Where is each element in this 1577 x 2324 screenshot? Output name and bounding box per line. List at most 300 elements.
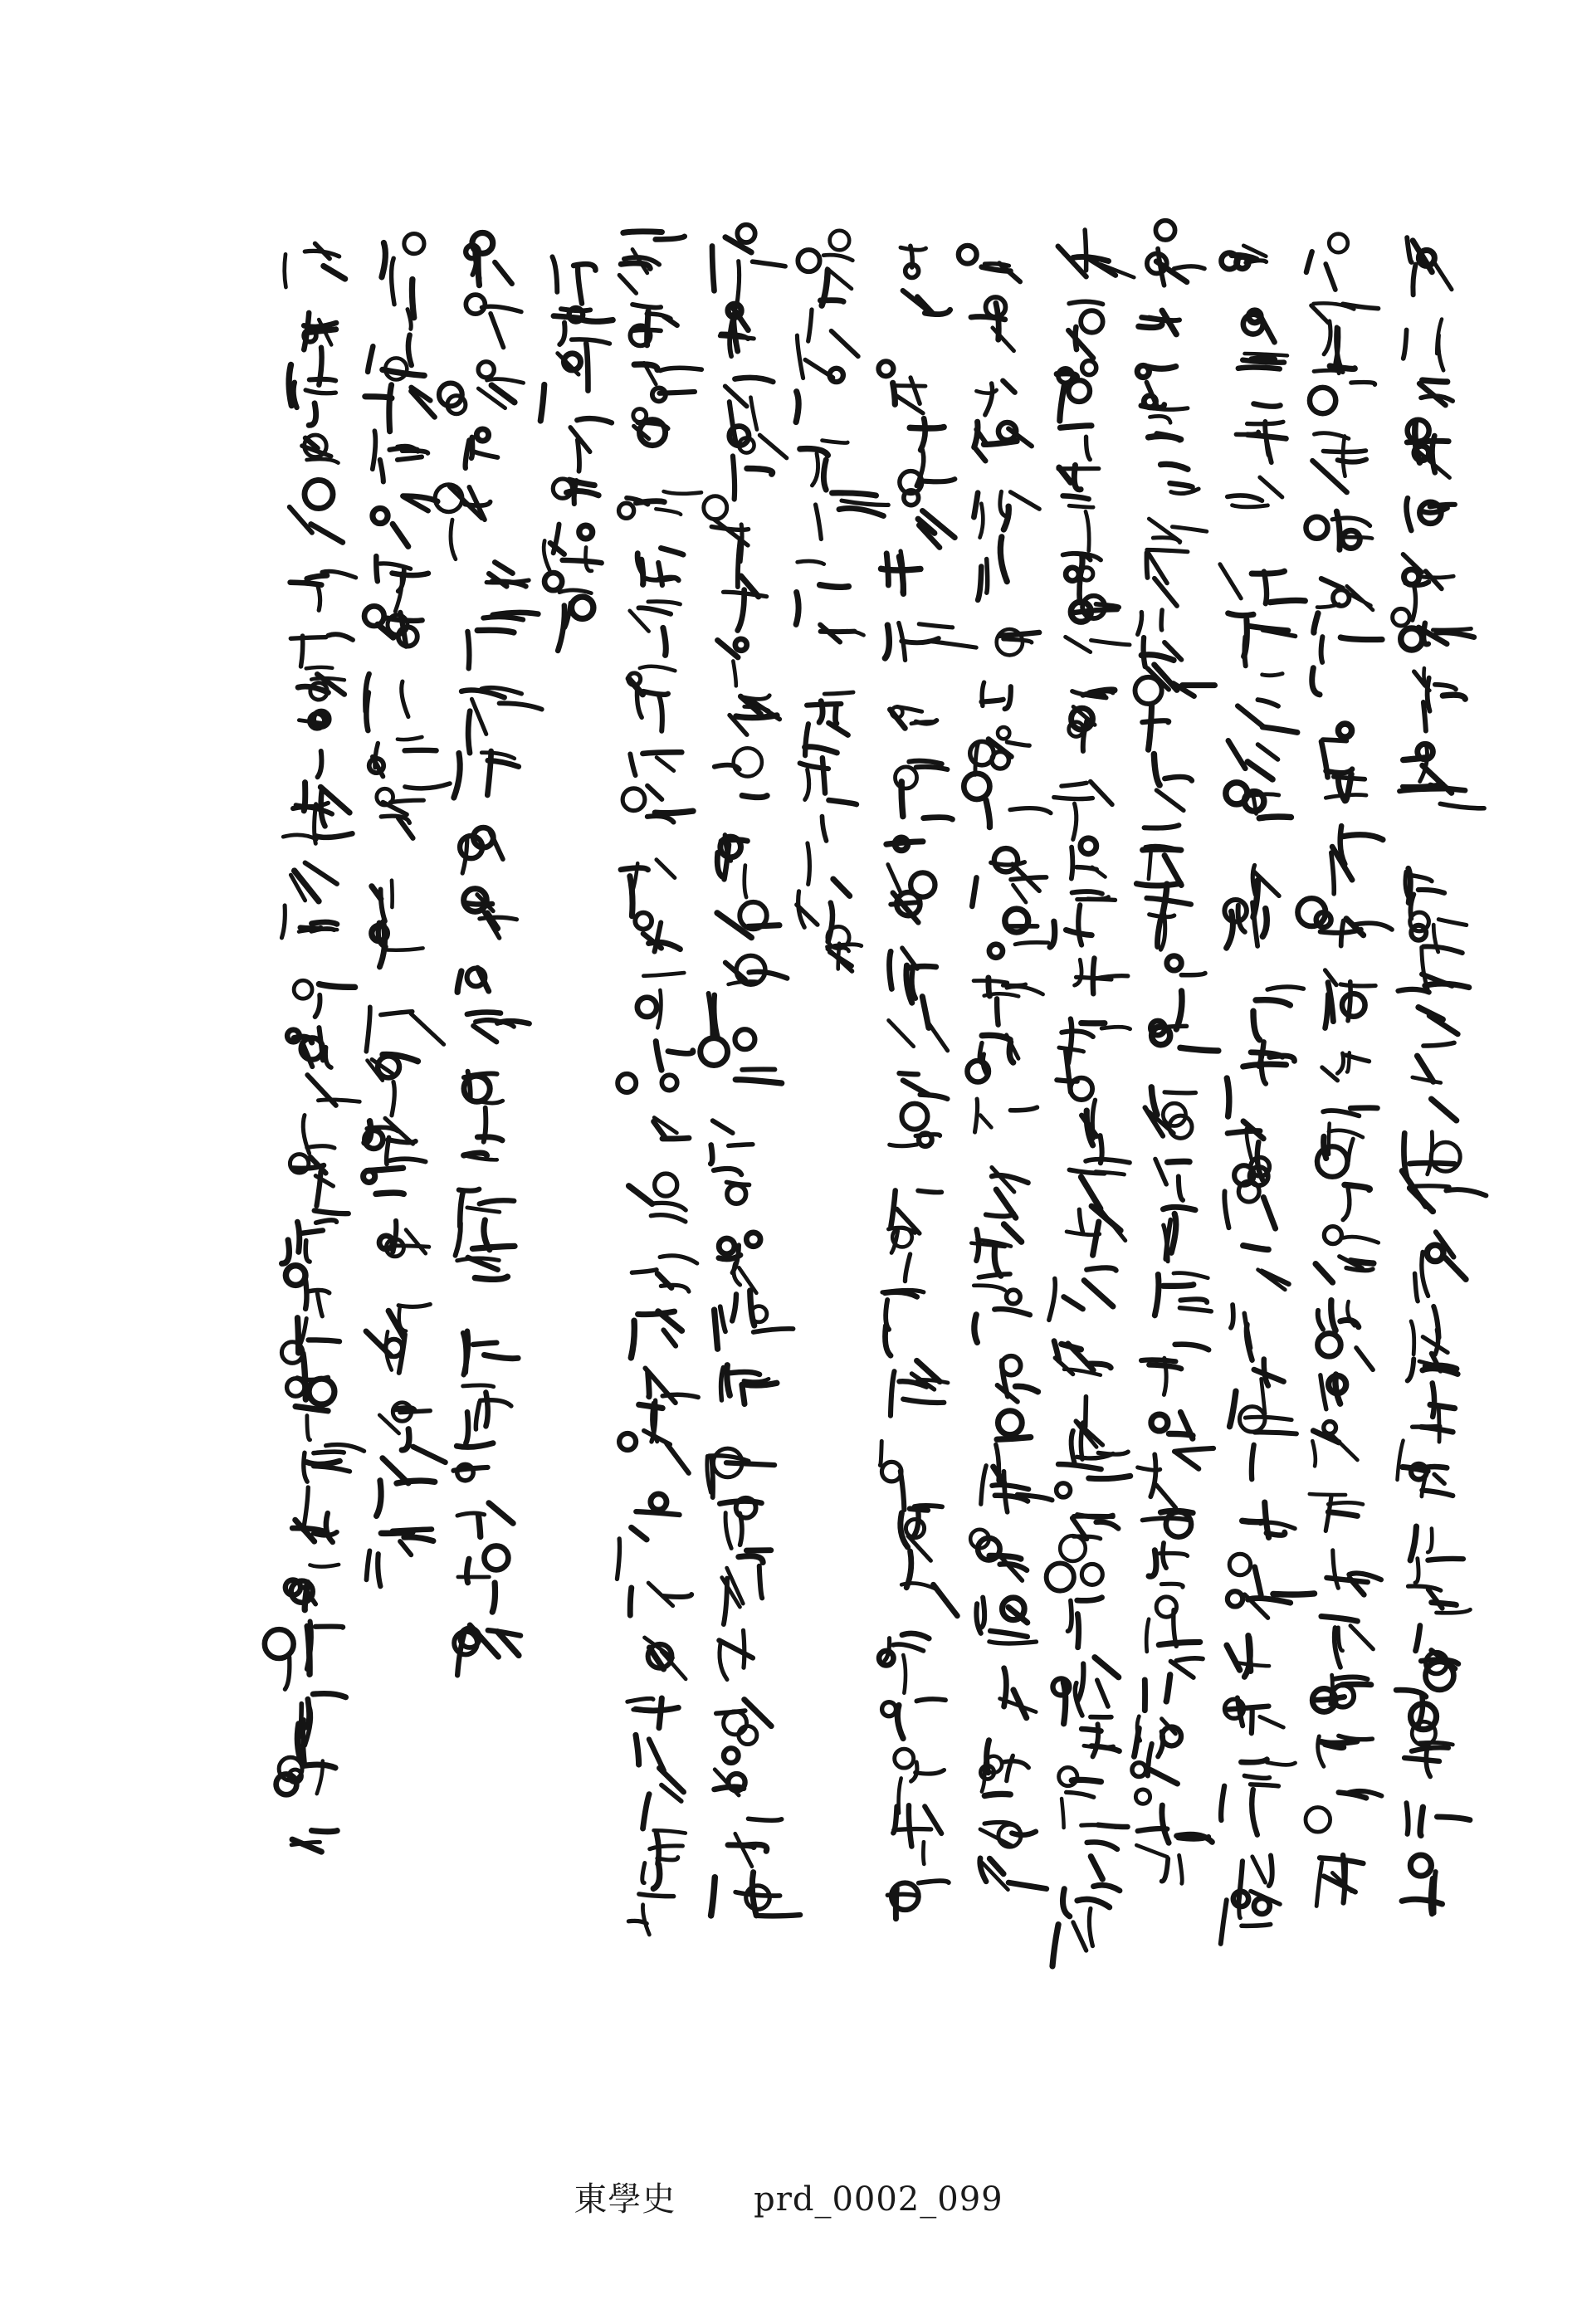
- handwritten-glyph: [630, 602, 681, 656]
- handwritten-glyph: [286, 1266, 329, 1316]
- handwritten-glyph: [1399, 974, 1469, 1034]
- handwritten-glyph: [289, 364, 335, 425]
- handwritten-glyph: [1411, 1306, 1448, 1355]
- handwritten-glyph: [1054, 1341, 1111, 1375]
- handwritten-glyph: [1404, 319, 1443, 370]
- handwritten-glyph: [978, 537, 1007, 600]
- handwritten-glyph: [290, 480, 343, 542]
- handwritten-glyph: [1322, 1052, 1370, 1080]
- handwritten-glyph: [372, 922, 423, 967]
- handwritten-glyph: [453, 1443, 493, 1481]
- handwritten-glyph: [1331, 826, 1383, 894]
- handwritten-glyph: [974, 978, 1043, 1025]
- handwritten-glyph: [622, 786, 693, 823]
- handwritten-glyph: [291, 1830, 337, 1852]
- handwritten-glyph: [1161, 464, 1199, 493]
- handwritten-glyph: [463, 1331, 518, 1375]
- handwritten-glyph: [1239, 1407, 1296, 1480]
- handwritten-glyph: [719, 1233, 760, 1293]
- handwritten-glyph: [283, 833, 352, 901]
- handwritten-glyph: [1060, 1515, 1118, 1561]
- manuscript-column: [1220, 246, 1315, 1944]
- handwritten-glyph: [974, 422, 1032, 461]
- handwritten-glyph: [618, 1042, 693, 1092]
- handwritten-glyph: [1326, 1550, 1381, 1594]
- handwritten-glyph: [1000, 1668, 1037, 1718]
- handwritten-glyph: [1142, 1511, 1193, 1576]
- handwritten-glyph: [282, 1211, 349, 1264]
- handwritten-glyph: [980, 1794, 1036, 1847]
- handwritten-glyph: [439, 362, 524, 414]
- handwritten-glyph: [885, 623, 976, 661]
- handwritten-glyph: [728, 1819, 782, 1867]
- handwritten-glyph: [1316, 1227, 1379, 1282]
- handwritten-glyph: [1222, 246, 1267, 269]
- handwritten-glyph: [365, 358, 435, 431]
- handwritten-glyph: [302, 435, 339, 463]
- handwritten-glyph: [287, 1028, 331, 1067]
- handwritten-glyph: [964, 774, 1051, 828]
- handwritten-glyph: [723, 576, 766, 631]
- handwritten-glyph: [1236, 403, 1286, 462]
- handwritten-glyph: [1243, 310, 1275, 342]
- handwritten-glyph: [981, 1466, 1052, 1512]
- handwritten-glyph: [304, 313, 336, 385]
- handwritten-glyph: [1145, 1087, 1196, 1138]
- handwritten-glyph: [1238, 674, 1282, 727]
- handwritten-glyph: [1318, 1736, 1373, 1766]
- handwritten-glyph: [797, 300, 857, 378]
- handwritten-glyph: [1326, 970, 1376, 1028]
- handwritten-glyph: [1415, 1232, 1467, 1301]
- handwritten-glyph: [974, 1099, 1037, 1132]
- handwritten-glyph: [1047, 1563, 1103, 1647]
- handwritten-glyph: [435, 485, 491, 559]
- handwritten-glyph: [653, 1117, 689, 1139]
- handwritten-glyph: [1136, 883, 1190, 950]
- handwritten-glyph: [1393, 608, 1474, 650]
- handwritten-glyph: [466, 295, 521, 347]
- handwritten-glyph: [303, 1445, 364, 1531]
- handwritten-glyph: [457, 1246, 515, 1279]
- handwritten-glyph: [997, 629, 1039, 655]
- handwritten-glyph: [1407, 1803, 1470, 1835]
- handwritten-glyph: [1228, 477, 1282, 507]
- handwritten-glyph: [1081, 1717, 1119, 1757]
- handwritten-glyph: [800, 441, 847, 490]
- handwritten-glyph: [707, 1448, 774, 1497]
- handwritten-glyph: [980, 1858, 1047, 1890]
- handwritten-glyph: [637, 548, 683, 585]
- handwritten-glyph: [1221, 1760, 1295, 1835]
- handwritten-glyph: [1147, 221, 1204, 286]
- handwritten-glyph: [1141, 396, 1188, 440]
- handwritten-glyph: [627, 1698, 678, 1770]
- handwritten-glyph: [1396, 1650, 1458, 1726]
- handwritten-glyph: [1314, 579, 1373, 632]
- handwritten-glyph: [1253, 987, 1303, 1040]
- handwritten-glyph: [540, 339, 609, 421]
- handwritten-glyph: [1306, 234, 1348, 290]
- handwritten-glyph: [1399, 784, 1484, 808]
- handwritten-glyph: [454, 1625, 520, 1675]
- handwritten-glyph: [717, 639, 746, 686]
- handwritten-glyph: [553, 479, 598, 504]
- handwritten-glyph: [619, 491, 701, 518]
- handwritten-glyph: [463, 1385, 511, 1443]
- handwritten-glyph: [1402, 1142, 1486, 1211]
- handwritten-glyph: [544, 525, 601, 571]
- handwritten-glyph: [369, 737, 437, 777]
- handwritten-glyph: [910, 418, 944, 486]
- handwritten-glyph: [719, 1630, 753, 1679]
- handwritten-glyph: [1414, 668, 1466, 730]
- handwritten-glyph: [1069, 1135, 1130, 1208]
- handwritten-glyph: [645, 1638, 686, 1679]
- handwritten-glyph: [717, 902, 779, 938]
- handwritten-glyph: [816, 493, 889, 540]
- handwritten-glyph: [903, 290, 950, 315]
- handwritten-glyph: [1147, 519, 1207, 583]
- handwritten-glyph: [467, 613, 538, 668]
- handwritten-glyph: [1419, 380, 1452, 405]
- handwritten-glyph: [1081, 1825, 1128, 1879]
- handwritten-glyph: [1063, 496, 1094, 550]
- handwritten-glyph: [1151, 1412, 1193, 1438]
- handwritten-glyph: [1238, 354, 1287, 369]
- handwritten-glyph: [634, 363, 701, 401]
- handwritten-glyph: [715, 748, 767, 797]
- handwritten-glyph: [1406, 498, 1454, 530]
- handwritten-glyph: [1224, 900, 1267, 948]
- handwritten-glyph: [619, 1431, 689, 1473]
- handwritten-glyph: [1155, 1273, 1211, 1316]
- handwritten-glyph: [1134, 1716, 1181, 1776]
- handwritten-glyph: [959, 246, 1020, 282]
- handwritten-glyph: [1306, 1791, 1381, 1832]
- handwritten-glyph: [373, 431, 428, 481]
- handwritten-glyph: [720, 1498, 761, 1549]
- handwritten-glyph: [464, 1072, 503, 1142]
- handwritten-glyph: [382, 234, 424, 318]
- handwritten-glyph: [882, 1699, 945, 1738]
- handwritten-glyph: [467, 1012, 530, 1042]
- handwritten-glyph: [721, 1365, 777, 1404]
- handwritten-glyph: [635, 913, 680, 952]
- handwritten-glyph: [716, 1700, 771, 1745]
- handwritten-glyph: [464, 889, 517, 938]
- handwritten-glyph: [1227, 1042, 1294, 1116]
- handwritten-glyph: [1311, 303, 1379, 372]
- handwritten-glyph: [967, 1035, 1018, 1082]
- handwritten-glyph: [466, 233, 512, 286]
- handwritten-glyph: [976, 381, 1014, 415]
- handwritten-glyph: [1323, 1108, 1377, 1161]
- handwritten-glyph: [711, 1872, 801, 1916]
- handwritten-glyph: [880, 1441, 904, 1510]
- handwritten-glyph: [379, 1403, 430, 1450]
- handwritten-glyph: [1068, 301, 1103, 358]
- handwritten-glyph: [265, 1622, 343, 1690]
- handwritten-glyph: [887, 1881, 949, 1919]
- handwritten-glyph: [1413, 1042, 1454, 1082]
- handwritten-glyph: [303, 1075, 359, 1153]
- handwritten-glyph: [1138, 579, 1177, 635]
- handwritten-glyph: [1326, 769, 1366, 801]
- handwritten-glyph: [1067, 1206, 1125, 1255]
- handwritten-glyph: [1057, 361, 1096, 422]
- handwritten-glyph: [901, 1506, 942, 1560]
- handwritten-glyph: [372, 881, 393, 921]
- handwritten-glyph: [1312, 637, 1382, 695]
- handwritten-glyph: [714, 1169, 749, 1204]
- handwritten-glyph: [895, 761, 947, 817]
- handwritten-glyph: [1163, 1207, 1195, 1261]
- handwritten-glyph: [901, 246, 925, 277]
- handwritten-glyph: [617, 1494, 679, 1579]
- handwritten-glyph: [1306, 511, 1373, 549]
- handwritten-glyph: [1066, 596, 1130, 652]
- handwritten-glyph: [1052, 1658, 1118, 1724]
- handwritten-glyph: [715, 1291, 793, 1349]
- handwritten-glyph: [879, 1633, 929, 1693]
- handwritten-glyph: [1312, 1422, 1357, 1467]
- manuscript-column: [435, 233, 542, 1676]
- handwritten-glyph: [1049, 1267, 1116, 1320]
- handwritten-glyph: [281, 906, 337, 938]
- handwritten-glyph: [1058, 426, 1099, 490]
- handwritten-glyph: [1228, 600, 1306, 666]
- manuscript-column: [701, 225, 800, 1916]
- handwritten-glyph: [972, 848, 1046, 906]
- handwritten-glyph: [1057, 1452, 1130, 1497]
- handwritten-glyph: [460, 828, 503, 873]
- handwritten-glyph: [366, 1007, 443, 1051]
- handwritten-glyph: [1403, 1464, 1453, 1496]
- handwritten-glyph: [1059, 1767, 1101, 1828]
- handwritten-glyph: [632, 1256, 696, 1291]
- handwritten-glyph: [971, 297, 1014, 351]
- handwritten-glyph: [889, 997, 948, 1051]
- handwritten-glyph: [974, 1274, 1030, 1342]
- handwritten-glyph: [720, 304, 754, 356]
- handwritten-glyph: [457, 1503, 513, 1537]
- handwritten-glyph: [1403, 554, 1453, 620]
- handwritten-glyph: [1072, 838, 1106, 879]
- handwritten-glyph: [294, 980, 354, 1017]
- handwritten-glyph: [637, 973, 684, 1028]
- handwritten-glyph: [367, 1529, 433, 1586]
- handwritten-glyph: [466, 429, 498, 468]
- handwritten-glyph: [992, 1167, 1028, 1218]
- handwritten-glyph: [709, 955, 788, 1038]
- handwritten-glyph: [297, 1693, 345, 1762]
- handwritten-glyph: [701, 1029, 782, 1083]
- handwritten-glyph: [365, 674, 408, 730]
- handwritten-glyph: [1231, 1305, 1252, 1360]
- handwritten-glyph: [1054, 782, 1112, 840]
- handwritten-glyph: [1167, 956, 1205, 1029]
- handwritten-glyph: [1321, 1616, 1373, 1667]
- manuscript-column: [1393, 237, 1487, 1914]
- manuscript-column: [265, 243, 364, 1852]
- handwritten-glyph: [970, 1530, 1027, 1580]
- manuscript-column: [959, 246, 1052, 1890]
- handwritten-glyph: [890, 1104, 940, 1146]
- handwritten-glyph: [1224, 1157, 1275, 1228]
- handwritten-glyph: [715, 1748, 745, 1795]
- handwritten-glyph: [970, 727, 1030, 774]
- handwritten-glyph: [893, 1805, 941, 1864]
- manuscript-column: [364, 234, 450, 1587]
- handwritten-glyph: [1405, 868, 1444, 918]
- manuscript-column: [796, 231, 888, 971]
- handwritten-glyph: [971, 1213, 1021, 1276]
- handwritten-glyph: [552, 256, 595, 303]
- handwritten-glyph: [388, 1304, 430, 1337]
- handwritten-glyph: [730, 426, 787, 499]
- handwritten-glyph: [630, 752, 681, 775]
- handwritten-glyph: [364, 606, 422, 646]
- manuscript-column: [617, 232, 701, 1935]
- manuscript-column: [879, 246, 977, 1918]
- handwritten-glyph: [1220, 564, 1285, 603]
- handwritten-glyph: [889, 948, 935, 1003]
- handwritten-glyph: [1154, 754, 1192, 810]
- handwritten-glyph: [364, 1159, 426, 1194]
- handwritten-glyph: [290, 1146, 334, 1206]
- handwritten-glyph: [630, 1583, 691, 1615]
- handwritten-glyph: [882, 1290, 924, 1355]
- handwritten-glyph: [989, 909, 1048, 958]
- handwritten-glyph: [1155, 1159, 1189, 1199]
- page-footer: [0, 2173, 1577, 2220]
- handwritten-glyph: [629, 1174, 686, 1222]
- handwritten-glyph: [1243, 1502, 1295, 1537]
- handwritten-glyph: [1136, 1828, 1212, 1883]
- handwritten-glyph: [890, 706, 936, 728]
- handwritten-glyph: [298, 667, 344, 700]
- handwritten-glyph: [570, 418, 612, 471]
- handwritten-glyph: [888, 864, 935, 922]
- handwritten-glyph: [981, 682, 1010, 709]
- handwritten-glyph: [1227, 1636, 1269, 1677]
- handwritten-glyph: [1057, 1078, 1096, 1145]
- handwritten-glyph: [1409, 1586, 1471, 1651]
- handwritten-glyph: [808, 800, 857, 884]
- handwritten-glyph: [628, 1894, 673, 1935]
- handwritten-glyph: [276, 1757, 335, 1794]
- handwritten-glyph: [377, 1447, 446, 1516]
- handwritten-glyph: [287, 1378, 334, 1440]
- manuscript-column: [540, 256, 613, 651]
- handwritten-glyph: [1150, 1021, 1218, 1051]
- handwritten-glyph: [379, 1221, 429, 1257]
- handwritten-glyph: [998, 1356, 1038, 1402]
- handwritten-glyph: [980, 1741, 1028, 1792]
- handwritten-glyph: [1221, 1891, 1280, 1944]
- handwritten-glyph: [299, 711, 329, 777]
- handwritten-glyph: [1407, 237, 1452, 295]
- handwritten-glyph: [486, 562, 529, 586]
- handwritten-glyph: [1058, 230, 1135, 277]
- handwritten-glyph: [1410, 1526, 1463, 1583]
- handwritten-glyph: [376, 556, 428, 612]
- handwritten-glyph: [1243, 1246, 1289, 1290]
- handwritten-glyph: [1138, 1448, 1213, 1508]
- handwritten-glyph: [1298, 898, 1392, 945]
- handwritten-glyph: [1143, 825, 1182, 885]
- manuscript-column: [1132, 221, 1218, 1883]
- handwritten-glyph: [1228, 1554, 1315, 1618]
- handwritten-glyph: [454, 751, 519, 798]
- handwritten-glyph: [712, 225, 785, 307]
- handwritten-glyph: [797, 879, 850, 941]
- handwritten-glyph: [1318, 1334, 1373, 1409]
- handwritten-glyph: [631, 1311, 681, 1358]
- handwritten-glyph: [891, 1360, 948, 1415]
- handwritten-glyph: [1145, 1642, 1203, 1710]
- handwritten-glyph: [628, 666, 675, 731]
- handwritten-glyph: [717, 835, 747, 897]
- handwritten-glyph: [1050, 891, 1116, 947]
- footer-book-title: 東學史: [574, 2180, 676, 2219]
- handwritten-glyph: [373, 496, 437, 547]
- handwritten-glyph: [1407, 420, 1449, 478]
- handwritten-glyph: [1404, 1704, 1452, 1777]
- handwritten-glyph: [1310, 1494, 1363, 1531]
- handwritten-glyph: [292, 1513, 337, 1542]
- handwritten-glyph: [1224, 1698, 1283, 1734]
- handwritten-glyph: [1228, 727, 1297, 779]
- handwritten-glyph: [1316, 1855, 1363, 1906]
- manuscript-column: [1298, 234, 1392, 1907]
- handwritten-glyph: [621, 860, 675, 916]
- manuscript-column: [1047, 230, 1135, 1966]
- handwritten-glyph: [798, 231, 852, 305]
- handwritten-glyph: [1052, 1885, 1120, 1966]
- handwritten-glyph: [710, 1120, 753, 1164]
- handwritten-glyph: [1226, 783, 1291, 818]
- handwritten-glyph: [974, 491, 1039, 537]
- handwritten-glyph: [1141, 1345, 1208, 1395]
- handwritten-glyph: [895, 1749, 945, 1813]
- handwritten-glyph: [286, 1565, 339, 1610]
- handwritten-glyph: [996, 1411, 1031, 1481]
- handwritten-glyph: [899, 1073, 947, 1099]
- handwritten-glyph: [796, 561, 848, 624]
- footer-page-id: prd_0002_099: [754, 2180, 1003, 2219]
- handwritten-glyph: [642, 1830, 686, 1888]
- handwritten-glyph: [619, 232, 685, 293]
- handwritten-glyph: [888, 1228, 915, 1282]
- handwritten-glyph: [285, 243, 345, 287]
- handwritten-glyph: [544, 573, 593, 651]
- handwritten-glyph: [820, 625, 863, 642]
- handwritten-glyph: [366, 1331, 405, 1373]
- handwritten-glyph: [881, 551, 920, 593]
- handwritten-glyph: [1318, 1301, 1359, 1330]
- handwritten-glyph: [1312, 1675, 1371, 1711]
- handwritten-glyph: [1402, 1855, 1442, 1914]
- handwritten-glyph: [458, 1545, 509, 1612]
- handwritten-glyph: [1139, 310, 1179, 334]
- handwritten-glyph: [643, 1768, 684, 1828]
- handwritten-glyph: [457, 968, 489, 992]
- handwritten-glyph: [377, 784, 450, 838]
- handwritten-glyph: [367, 1055, 417, 1116]
- handwritten-glyph: [630, 305, 676, 346]
